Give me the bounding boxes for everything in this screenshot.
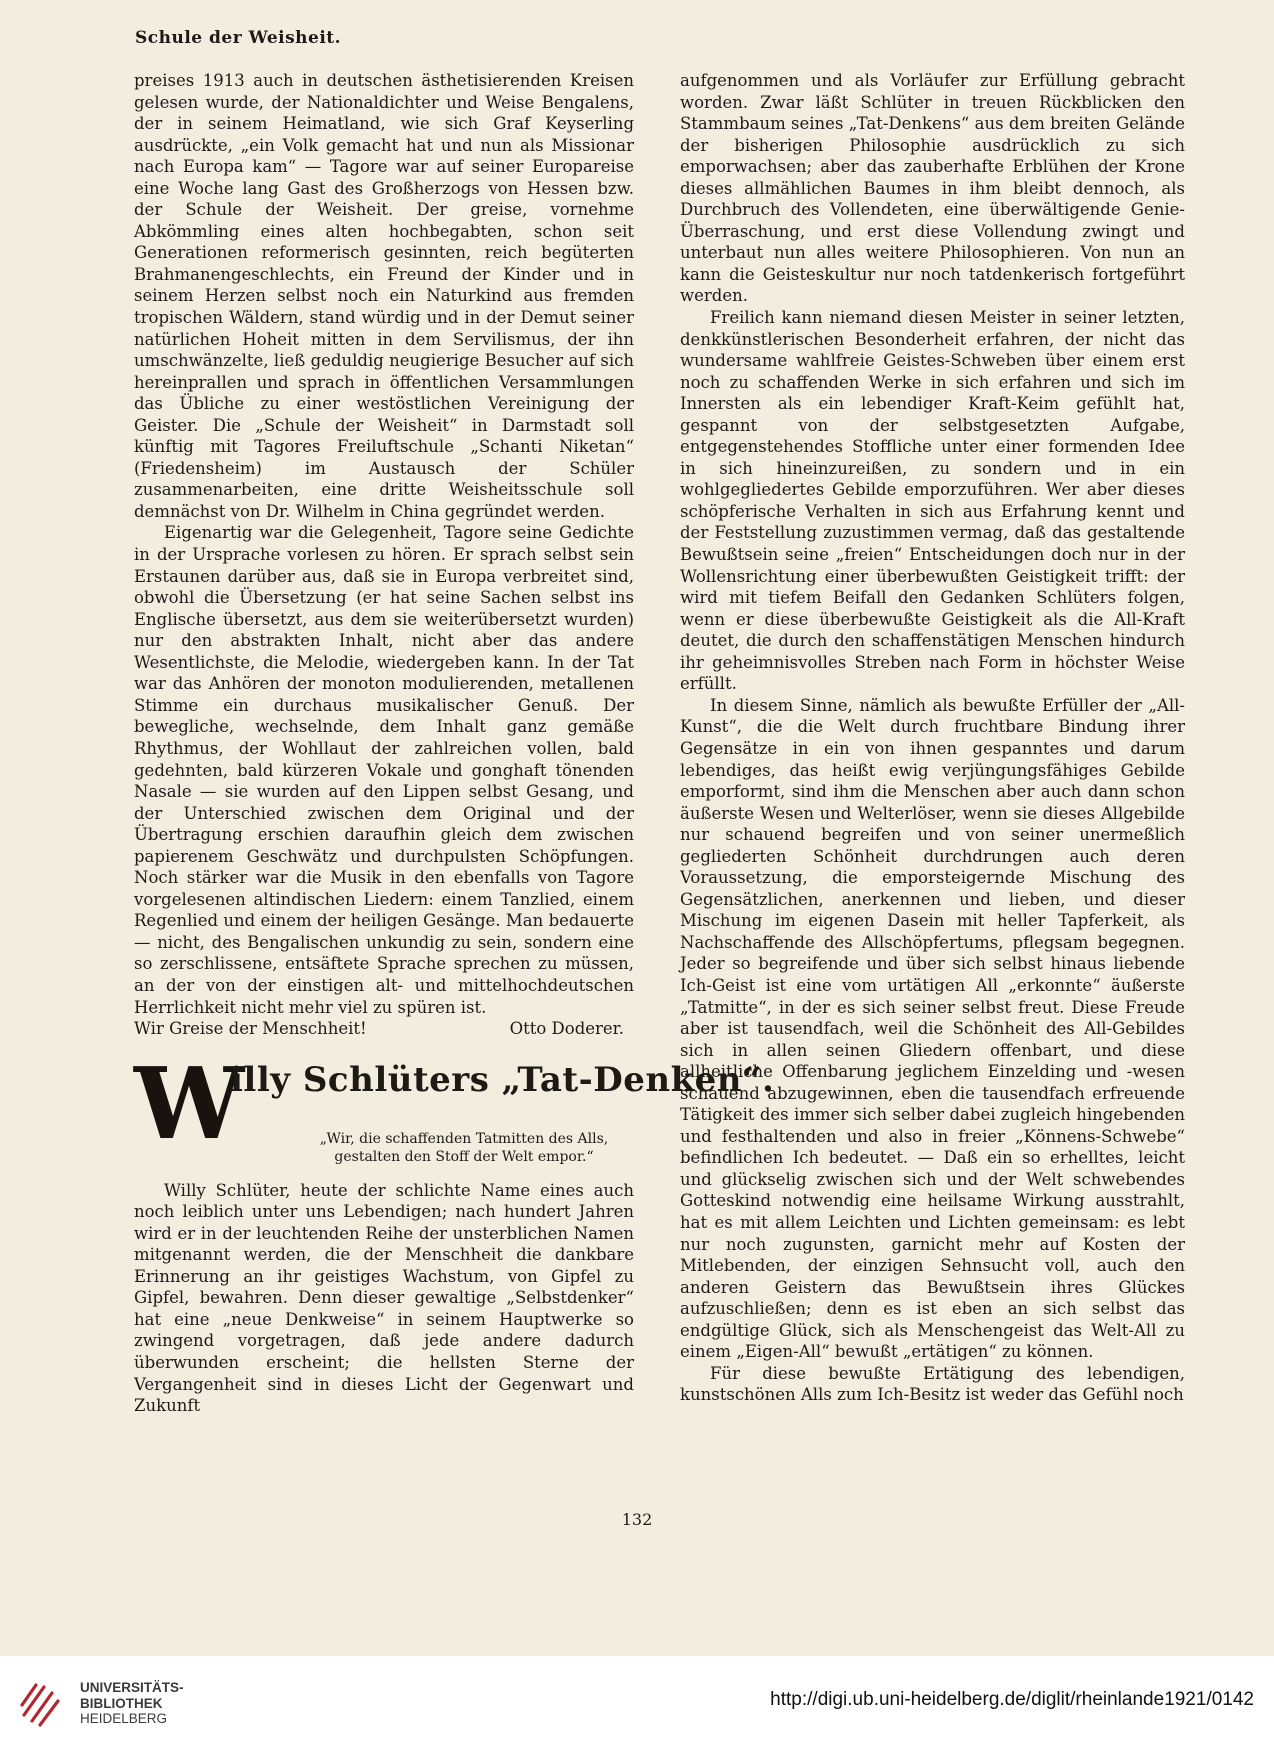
closing-line [134,1018,634,1040]
article-title: illy Schlüters „Tat-Denken“. [230,1059,775,1100]
article-heading [134,1046,775,1180]
source-url[interactable]: http://digi.ub.uni-heidelberg.de/diglit/rheinlande1921/0142 [770,1689,1254,1710]
library-name-line: HEIDELBERG [80,1711,168,1726]
footer-bar [0,1656,1274,1751]
library-name-line: BIBLIOTHEK [80,1695,163,1711]
library-name [80,1680,184,1727]
paragraph: preises 1913 auch in deutschen ästhetisierenden Kreisen gelesen wurde, der Nationaldichter und Weise Bengalens, der in seinem Heimatland, wie sich Graf Keyserling ausdrückte, „ein Volk gemacht hat und nun als Missionar nach Europa kam“ — Tagore war auf seiner Europareise eine Woche lang Gast des Großherzogs von Hessen bzw. der Schule der Weisheit. Der greise, vornehme Abkömmling eines alten hochbegabten, schon seit Generationen reformerisch gesinnten, reich begüterten Brahmanengeschlechts, ein Freund der Kinder und in seinem Herzen selbst noch ein Naturkind aus fremden tropischen Wäldern, stand würdig und in der Demut seiner natürlichen Hoheit mitten in dem Servilismus, der ihn umschwänzelte, ließ geduldig neugierige Besucher auf sich hereinprallen und sprach in öffentlichen Versammlungen das Übliche zu einer westöstlichen Vereinigung der Geister. Die „Schule der Weisheit“ in Darmstadt soll künftig mit Tagores Freiluftschule „Schanti Niketan“ (Friedensheim) im Austausch der Schüler zusammenarbeiten, eine dritte Weisheitsschule soll demnächst von Dr. Wilhelm in China gegründet werden. [134,71,634,521]
article-body [134,1180,634,1417]
right-column [680,70,1185,1406]
closing-text: Wir Greise der Menschheit! [134,1019,367,1039]
paragraph: aufgenommen und als Vorläufer zur Erfüllung gebracht worden. Zwar läßt Schlüter in treuen Rückblicken den Stammbaum seines „Tat-Denkens“ aus dem breiten Gelände der bisherigen Philosophie ausdrücklich zu sich emporwachsen; aber das zauberhafte Erblühen der Krone dieses allmählichen Baumes in ihm bleibt dennoch, als Durchbruch des Vollendeten, eine überwältigende Genie-Überraschung, und erst diese Vollendung zwingt und unterbaut nun alles weitere Philosophieren. Von nun an kann die Geisteskultur nur noch tatdenkerisch fortgeführt werden. [680,71,1185,306]
left-column [134,70,775,1417]
drop-cap-initial: W [134,1046,245,1162]
author-signature: Otto Doderer. [509,1019,624,1039]
paragraph: Willy Schlüter, heute der schlichte Name eines auch noch leiblich unter uns Lebendigen; nach hundert Jahren wird er in der leuchtenden Reihe der unsterblichen Namen mitgenannt werden, die der Menschheit die dankbare Erinnerung an ihr geistiges Wachstum, von Gipfel zu Gipfel, bewahren. Denn dieser gewaltige „Selbstdenker“ hat eine „neue Denkweise“ in seinem Hauptwerke so zwingend vorgetragen, daß jede andere dadurch überwunden erscheint; die hellsten Sterne der Vergangenheit sind in dieses Licht der Gegenwart und Zukunft [134,1180,634,1416]
running-head: Schule der Weisheit. [135,28,342,48]
paragraph: Eigenartig war die Gelegenheit, Tagore seine Gedichte in der Ursprache vorlesen zu hören. Er sprach selbst sein Erstaunen darüber aus, daß sie in Europa verbreitet sind, obwohl die Übersetzung (er hat seine Sachen selbst ins Englische übersetzt, aus dem sie weiterübersetzt wurden) nur den abstrakten Inhalt, nicht aber das andere Wesentlichste, die Melodie, wiedergeben kann. In der Tat war das Anhören der monoton modulierenden, metallenen Stimme ein durchaus musikalischer Genuß. Der bewegliche, wechselnde, dem Inhalt ganz gemäße Rhythmus, der Wohllaut der zahlreichen vollen, bald gedehnten, bald kürzeren Vokale und gonghaft tönenden Nasale — sie wurden auf den Lippen selbst Gesang, und der Unterschied zwischen dem Original und der Übertragung erschien daraufhin gleich dem zwischen papierenem Geschwätz und durchpulsten Schöpfungen. Noch stärker war die Musik in den ebenfalls von Tagore vorgelesenen altindischen Liedern: einem Tanzlied, einem Regenlied und einem der heiligen Gesänge. Man bedauerte — nicht, des Bengalischen unkundig zu sein, sondern eine so zerschlissene, entsäftete Sprache sprechen zu müssen, an der von der einstigen alt- und mittelhochdeutschen Herrlichkeit nicht mehr viel zu spüren ist. [134,523,634,1017]
library-name-line: UNIVERSITÄTS- [80,1680,184,1695]
page-number: 132 [621,1510,653,1529]
paragraph: In diesem Sinne, nämlich als bewußte Erfüller der „All-Kunst“, die die Welt durch fruchtbare Bindung ihrer Gegensätze in ein von ihnen gespanntes und darum lebendiges, das heißt ewig verjüngungsfähiges Gebilde emporformt, sind ihm die Menschen aber auch dann schon äußerste Wesen und Welterlöser, wenn sie dieses Allgebilde nur schauend begreifen und von seiner unermeßlich gegliederten Schönheit durchdrungen auch deren Voraussetzung, die emporsteigernde Mischung des Gegensätzlichen, anerkennen und lieben, und dieser Mischung im eigenen Dasein mit heller Tapferkeit, als Nachschaffende des Allschöpfertums, pflegsam begegnen. Jeder so begreifende und über sich selbst hinaus liebende Ich-Geist ist eine vom urtätigen All „erkonnte“ äußerste „Tatmitte“, in der es sich seiner selbst freut. Diese Freude aber ist tausendfach, weil die Schönheit des All-Gebildes sich in allen seinen Gliedern offenbart, und diese allheitliche Offenbarung jeglichem Einzelding und -wesen schauend abzugewinnen, eben die tausendfach erfreuende Tätigkeit des immer sich selber dabei zugleich hingebenden und festhaltenden und also in freier „Könnens-Schwebe“ befindlichen Ich bedeutet. — Daß ein so erhelltes, leicht und glückselig zwischen sich und der Welt schwebendes Gotteskind notwendig eine heilsame Wirkung ausstrahlt, hat es mit allem Leichten und Lichten gemeinsam: es lebt nur noch zugunsten, garnicht mehr auf Kosten der Mitlebenden, der einzigen Sehnsucht voll, auch den anderen Geistern das Bewußtsein ihres Glückes aufzuschließen; denn es ist eben an sich selbst das endgültige Glück, sich als Menschengeist das Welt-All zu einem „Eigen-All“ bewußt „ertätigen“ zu können. [680,695,1185,1362]
motto-quote [304,1130,624,1166]
paragraph: Freilich kann niemand diesen Meister in seiner letzten, denkkünstlerischen Besonderheit erfahren, der nicht das wundersame wahlfreie Geistes-Schweben über einem erst noch zu schaffenden Werke in sich erfahren und sich im Innersten als ein lebendiger Kraft-Keim gefühlt hat, gespannt von der selbstgesetzten Aufgabe, entgegenstehendes Stoffliche unter einer formenden Idee in sich hineinzureißen, zu sondern und in ein wohlgegliedertes Gebilde emporzuführen. Wer aber dieses schöpferische Verhalten in sich aus Erfahrung kennt und der Feststellung zuzustimmen vermag, daß das gestaltende Bewußtsein seine „freien“ Entscheidungen doch nur in der Wollensrichtung einer überbewußten Geistigkeit trifft: der wird mit tiefem Beifall den Gedanken Schlüters folgen, wenn er diese überbewußte Geistigkeit als die All-Kraft deutet, die durch den schaffenstätigen Menschen hindurch ihr geheimnisvolles Streben nach Form in höchster Weise erfüllt. [680,308,1185,694]
motto-line: gestalten den Stoff der Welt empor.“ [334,1148,594,1165]
paragraph: Für diese bewußte Ertätigung des lebendigen, kunstschönen Alls zum Ich-Besitz ist weder das Gefühl noch [680,1363,1185,1405]
library-logo-icon [14,1675,70,1731]
motto-line: „Wir, die schaffenden Tatmitten des Alls, [319,1130,609,1147]
